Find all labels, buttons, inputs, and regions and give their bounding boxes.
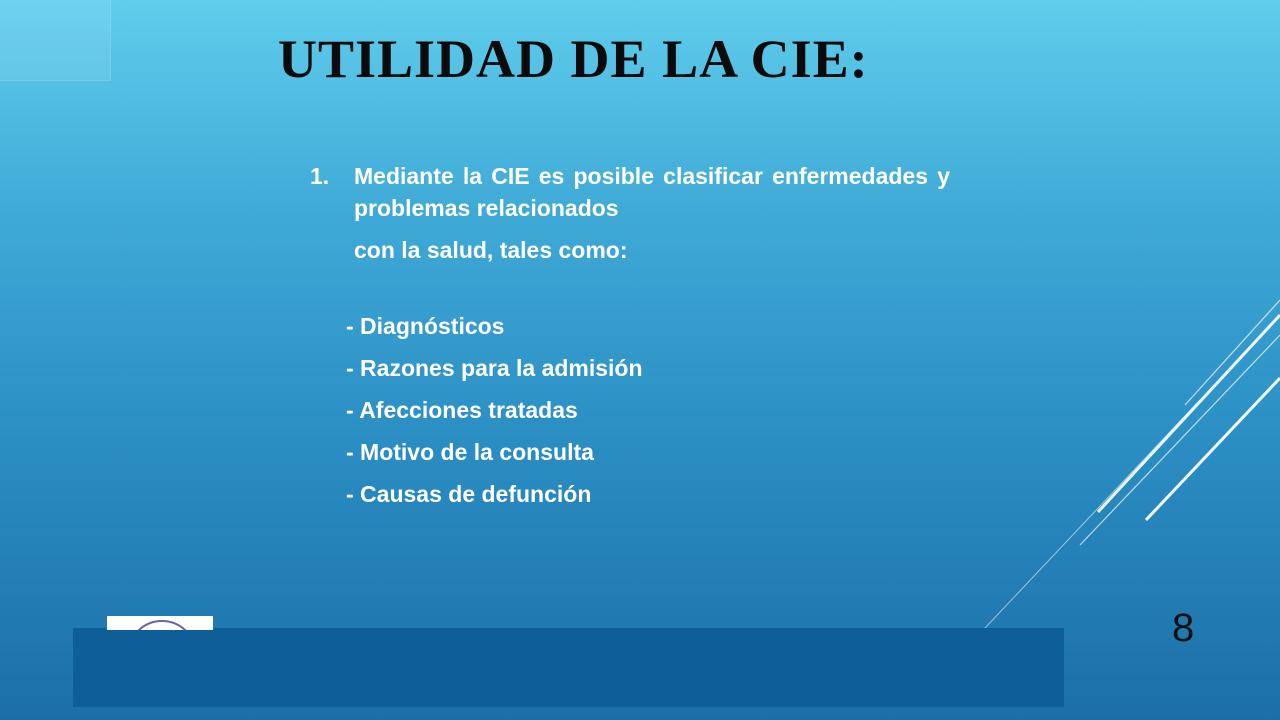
footer-bar — [73, 628, 1064, 707]
slide-title: UTILIDAD DE LA CIE: — [278, 29, 869, 89]
diagonal-line — [985, 400, 1200, 628]
list-item: - Causas de defunción — [346, 481, 592, 507]
list-item: - Diagnósticos — [346, 313, 505, 339]
logo-ring — [127, 620, 197, 630]
list-item: - Razones para la admisión — [346, 355, 643, 381]
logo-seal-icon — [107, 616, 213, 630]
item-continuation: con la salud, tales como: — [354, 237, 628, 263]
list-item: - Afecciones tratadas — [346, 397, 578, 423]
list-item: - Motivo de la consulta — [346, 439, 594, 465]
item-text: Mediante la CIE es posible clasificar enfermedades y problemas relacionados — [354, 163, 950, 221]
diagonal-line — [1098, 315, 1280, 512]
page-number: 8 — [1172, 606, 1195, 650]
item-number: 1. — [310, 163, 330, 189]
diagonal-line — [1146, 378, 1280, 520]
diagonal-line — [1185, 300, 1280, 405]
diagonal-line — [1080, 335, 1280, 545]
